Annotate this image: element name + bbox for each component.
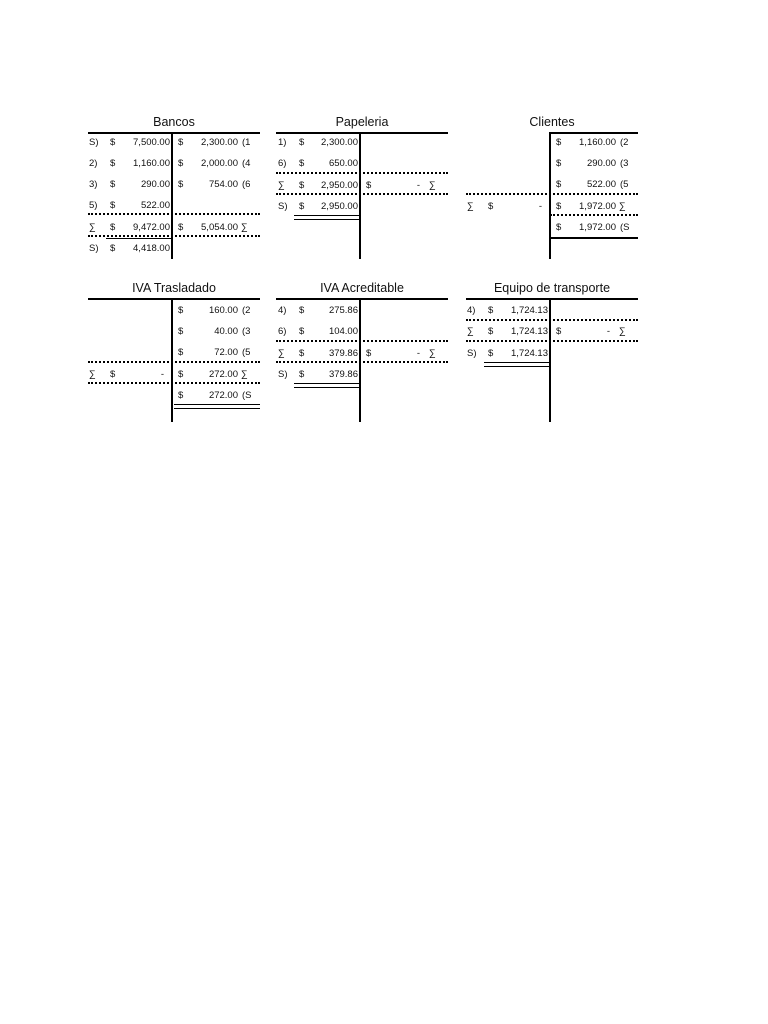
balance-amount: 1,724.13	[511, 348, 548, 359]
currency-sign: $	[366, 180, 372, 191]
entry-ref: 4)	[467, 305, 476, 316]
t-account-stem	[359, 132, 361, 259]
entry-ref: (3	[620, 158, 629, 169]
credit-sum-amount: 272.00	[208, 369, 238, 380]
currency-sign: $	[178, 369, 184, 380]
t-account-iva-acreditable	[276, 280, 448, 430]
credit-amount: 2,000.00	[201, 158, 238, 169]
account-title: Clientes	[529, 115, 575, 129]
balance-ref: S)	[89, 243, 99, 254]
currency-sign: $	[299, 137, 305, 148]
sum-symbol: ∑	[429, 348, 436, 359]
debit-amount: 522.00	[140, 200, 170, 211]
dotted-separator	[88, 382, 260, 384]
credit-sum-amount: -	[606, 326, 610, 337]
currency-sign: $	[178, 222, 184, 233]
entry-ref: 5)	[89, 200, 98, 211]
balance-double-underline	[484, 362, 549, 367]
debit-amount: 275.86	[328, 305, 358, 316]
balance-amount: 1,972.00	[579, 222, 616, 233]
entry-ref: 6)	[278, 158, 287, 169]
account-title: Equipo de transporte	[493, 281, 611, 295]
currency-sign: $	[110, 179, 116, 190]
debit-sum-amount: 379.86	[328, 348, 358, 359]
currency-sign: $	[556, 158, 562, 169]
entry-ref: (2	[242, 305, 251, 316]
currency-sign: $	[110, 137, 116, 148]
sum-symbol: ∑	[241, 369, 248, 380]
sum-symbol: ∑	[619, 201, 626, 212]
dotted-separator	[88, 213, 260, 215]
balance-double-underline	[294, 383, 359, 388]
t-account-iva-trasladado	[88, 280, 260, 430]
dotted-separator	[88, 361, 260, 363]
t-account-bancos	[88, 114, 260, 264]
entry-ref: 3)	[89, 179, 98, 190]
currency-sign: $	[178, 305, 184, 316]
debit-sum-amount: -	[538, 201, 542, 212]
entry-ref: (4	[242, 158, 251, 169]
credit-amount: 754.00	[208, 179, 238, 190]
currency-sign: $	[110, 222, 116, 233]
currency-sign: $	[556, 326, 562, 337]
debit-amount: 2,300.00	[321, 137, 358, 148]
debit-amount: 7,500.00	[133, 137, 170, 148]
entry-ref: (1	[242, 137, 251, 148]
t-account-stem	[171, 132, 173, 259]
currency-sign: $	[178, 347, 184, 358]
t-account-top-line	[88, 298, 260, 300]
entry-ref: 4)	[278, 305, 287, 316]
entry-ref: (5	[242, 347, 251, 358]
credit-amount: 160.00	[208, 305, 238, 316]
entry-ref: (2	[620, 137, 629, 148]
credit-sum-amount: -	[416, 348, 420, 359]
balance-double-underline	[174, 404, 260, 409]
dotted-separator	[466, 340, 638, 342]
account-title: IVA Trasladado	[132, 281, 216, 295]
sum-symbol: ∑	[429, 180, 436, 191]
dotted-separator	[466, 193, 638, 195]
t-account-top-line	[550, 132, 638, 134]
sum-symbol: ∑	[467, 326, 474, 337]
entry-ref: 1)	[278, 137, 287, 148]
account-title: IVA Acreditable	[320, 281, 404, 295]
debit-amount: 1,724.13	[511, 305, 548, 316]
balance-ref: (S	[242, 390, 252, 401]
dotted-separator	[276, 193, 448, 195]
currency-sign: $	[488, 201, 494, 212]
currency-sign: $	[299, 305, 305, 316]
currency-sign: $	[299, 158, 305, 169]
debit-amount: 104.00	[328, 326, 358, 337]
credit-sum-amount: 5,054.00	[201, 222, 238, 233]
balance-amount: 2,950.00	[321, 201, 358, 212]
currency-sign: $	[299, 180, 305, 191]
balance-amount: 4,418.00	[133, 243, 170, 254]
currency-sign: $	[556, 222, 562, 233]
sum-symbol: ∑	[89, 222, 96, 233]
currency-sign: $	[366, 348, 372, 359]
credit-sum-amount: 1,972.00	[579, 201, 616, 212]
currency-sign: $	[488, 348, 494, 359]
balance-ref: S)	[278, 369, 288, 380]
balance-ref: S)	[467, 348, 477, 359]
dotted-separator	[88, 235, 260, 237]
balance-amount: 272.00	[208, 390, 238, 401]
currency-sign: $	[556, 137, 562, 148]
currency-sign: $	[110, 200, 116, 211]
t-account-equipo-de-transporte	[466, 280, 638, 430]
balance-double-underline	[294, 215, 359, 220]
t-account-clientes	[466, 114, 638, 264]
currency-sign: $	[556, 179, 562, 190]
currency-sign: $	[178, 390, 184, 401]
currency-sign: $	[488, 326, 494, 337]
t-account-papeleria	[276, 114, 448, 264]
debit-amount: 1,160.00	[133, 158, 170, 169]
currency-sign: $	[178, 137, 184, 148]
currency-sign: $	[299, 201, 305, 212]
account-title: Papeleria	[335, 115, 389, 129]
currency-sign: $	[178, 179, 184, 190]
debit-amount: 650.00	[328, 158, 358, 169]
balance-underline	[550, 237, 638, 239]
debit-sum-amount: 9,472.00	[133, 222, 170, 233]
debit-sum-amount: 1,724.13	[511, 326, 548, 337]
debit-sum-amount: -	[160, 369, 164, 380]
entry-ref: (6	[242, 179, 251, 190]
entry-ref: 6)	[278, 326, 287, 337]
sum-symbol: ∑	[278, 180, 285, 191]
dotted-separator	[276, 361, 448, 363]
currency-sign: $	[110, 243, 116, 254]
currency-sign: $	[110, 158, 116, 169]
balance-amount: 379.86	[328, 369, 358, 380]
sum-symbol: ∑	[89, 369, 96, 380]
currency-sign: $	[299, 369, 305, 380]
entry-ref: 2)	[89, 158, 98, 169]
t-account-stem	[549, 132, 551, 259]
credit-sum-amount: -	[416, 180, 420, 191]
currency-sign: $	[556, 201, 562, 212]
currency-sign: $	[178, 158, 184, 169]
account-title: Bancos	[153, 115, 195, 129]
dotted-separator	[550, 214, 638, 216]
t-account-stem	[171, 298, 173, 422]
sum-symbol: ∑	[619, 326, 626, 337]
credit-amount: 290.00	[586, 158, 616, 169]
entry-ref: (3	[242, 326, 251, 337]
credit-amount: 2,300.00	[201, 137, 238, 148]
entry-ref: (5	[620, 179, 629, 190]
currency-sign: $	[178, 326, 184, 337]
balance-ref: S)	[278, 201, 288, 212]
t-account-top-line	[88, 132, 260, 134]
sum-symbol: ∑	[241, 222, 248, 233]
debit-amount: 290.00	[140, 179, 170, 190]
sum-symbol: ∑	[467, 201, 474, 212]
dotted-separator	[276, 340, 448, 342]
dotted-separator	[466, 319, 638, 321]
credit-amount: 40.00	[214, 326, 238, 337]
currency-sign: $	[299, 348, 305, 359]
debit-sum-amount: 2,950.00	[321, 180, 358, 191]
credit-amount: 1,160.00	[579, 137, 616, 148]
t-account-top-line	[276, 132, 448, 134]
credit-amount: 522.00	[586, 179, 616, 190]
sum-symbol: ∑	[278, 348, 285, 359]
dotted-separator	[276, 172, 448, 174]
currency-sign: $	[488, 305, 494, 316]
currency-sign: $	[110, 369, 116, 380]
t-account-top-line	[466, 298, 638, 300]
balance-ref: (S	[620, 222, 630, 233]
entry-ref: S)	[89, 137, 99, 148]
t-account-top-line	[276, 298, 448, 300]
t-account-stem	[549, 298, 551, 422]
currency-sign: $	[299, 326, 305, 337]
balance-underline	[106, 238, 171, 239]
credit-amount: 72.00	[214, 347, 238, 358]
